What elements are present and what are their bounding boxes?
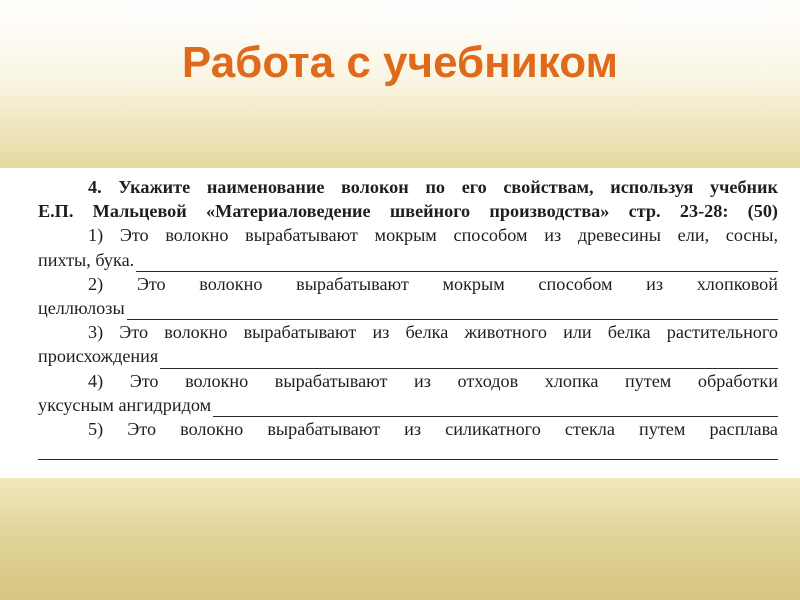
item-4-answer-row: [38, 393, 778, 417]
worksheet-content: [38, 175, 778, 460]
item-3-answer-row: [38, 344, 778, 368]
item-1-answer-blank: [136, 253, 778, 272]
footer-band: [0, 478, 800, 600]
item-4-line2: уксусным ангидридом: [38, 394, 212, 415]
item-4-answer-blank: [213, 398, 778, 417]
item-4-line1: 4) Это волокно вырабатывают из отходов хлопка путем обработки: [88, 370, 778, 391]
item-2-line1: 2) Это волокно вырабатывают мокрым способом из хлопковой: [88, 273, 778, 294]
item-2-answer-blank: [127, 301, 778, 320]
item-3-line2: происхождения: [38, 346, 159, 367]
item-1-line1: 1) Это волокно вырабатывают мокрым способом из древесины ели, сосны,: [88, 225, 778, 246]
item-1-answer-row: [38, 248, 778, 272]
item-3-answer-blank: [160, 350, 778, 369]
task-heading-line2: Е.П. Мальцевой «Материаловедение швейного производства» стр. 23-28: (50): [38, 201, 778, 222]
item-2-line2: целлюлозы: [38, 298, 125, 319]
item-1-line2: пихты, бука.: [38, 249, 135, 270]
slide-title: Работа с учебником: [181, 38, 619, 87]
item-2-answer-row: [38, 296, 778, 320]
item-5-line1: 5) Это волокно вырабатывают из силикатного стекла путем расплава: [88, 419, 778, 440]
task-heading-line1: 4. Укажите наименование волокон по его свойствам, используя учебник: [88, 177, 778, 197]
item-5-answer-blank: [38, 441, 778, 460]
item-3-line1: 3) Это волокно вырабатывают из белка животного или белка растительного: [88, 322, 778, 343]
